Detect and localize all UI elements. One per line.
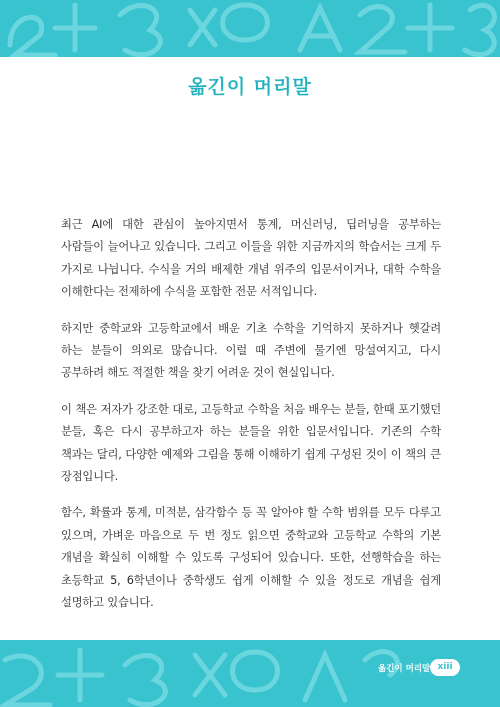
footer-section-label: 옮긴이 머리말 <box>378 664 431 674</box>
top-decorative-band <box>0 0 500 57</box>
paragraph-3: 이 책은 저자가 강조한 대로, 고등학교 수학을 처음 배우는 분들, 한때 포기했던 분들, 혹은 다시 공부하고자 하는 분들을 위한 입문서입니다. 기존의 수학 책과는 달리, 다양한 예제와 그림을 통해 이해하기 쉽게 구성된 것이 이 책의 큰 장점입니다. <box>61 402 441 484</box>
paragraph-2: 하지만 중학교와 고등학교에서 배운 기초 수학을 기억하지 못하거나 헷갈려 하는 분들이 의외로 많습니다. 이럴 때 주변에 물기엔 망설여지고, 다시 공부하려 해도 적절한 책을 찾기 어려운 것이 현실입니다. <box>61 321 441 380</box>
paragraph-1: 최근 AI에 대한 관심이 높아지면서 통계, 머신러닝, 딥러닝을 공부하는 사람들이 늘어나고 있습니다. 그리고 이들을 위한 지금까지의 학습서는 크게 두 가지로 나뉩니다. 수식을 거의 배제한 개념 위주의 입문서이거나, 대학 수학을 이해한다는 전제하에 수식을 포함한 전문 서적입니다. <box>61 218 441 299</box>
page-number-badge: xiii <box>430 659 460 676</box>
body-text <box>61 214 441 629</box>
paragraph-4: 함수, 확률과 통계, 미적분, 삼각함수 등 꼭 알아야 할 수학 범위를 모두 다루고 있으며, 가벼운 마음으로 두 번 정도 읽으면 중학교와 고등학교 수학의 기본 개념을 확실히 이해할 수 있도록 구성되어 있습니다. 또한, 선행학습을 하는 초등학교 5, 6학년이나 중학생도 쉽게 이해할 수 있을 정도로 개념을 쉽게 설명하고 있습니다. <box>61 506 441 610</box>
page-title: 옮긴이 머리말 <box>188 76 312 98</box>
math-pattern-top <box>0 0 500 57</box>
